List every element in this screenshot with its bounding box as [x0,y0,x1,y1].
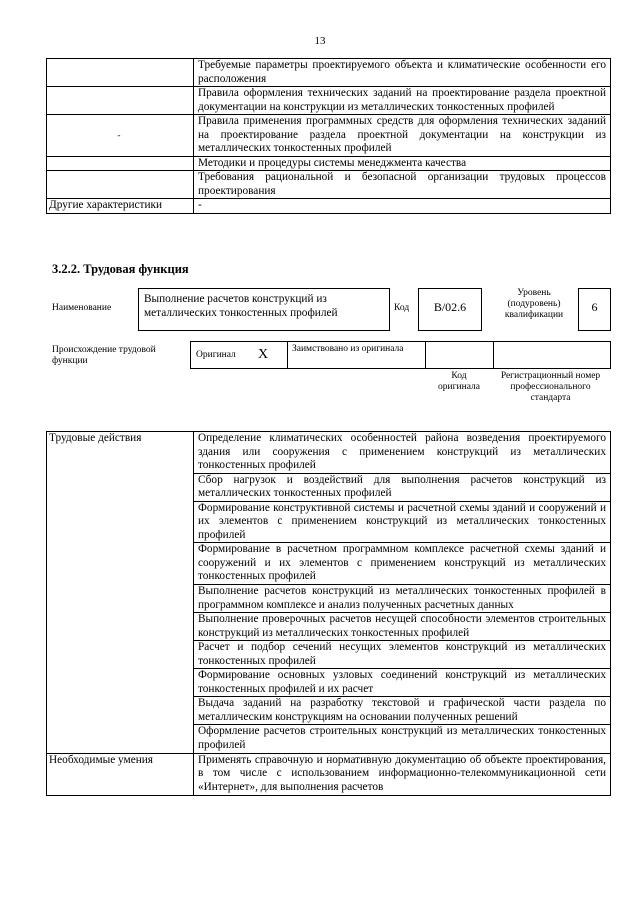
row-label [47,171,194,199]
row-value: Определение климатических особенностей района возведения проектируемого здания или сооружения с применением конструкций из металлических тонкостенных профилей [194,432,611,474]
borrowed-label: Заимствовано из оригинала [292,344,404,354]
knowledge-table [46,58,611,214]
row-value: Формирование в расчетном программном комплексе расчетной схемы зданий и сооружений и их элементов с применением конструкций из металлических тонкостенных профилей [194,543,611,585]
function-name-value: Выполнение расчетов конструкций из металлических тонкостенных профилей [144,293,338,320]
table-row [47,156,611,171]
origin-label: Происхождение трудовой функции [52,345,156,366]
level-box [578,288,611,331]
labor-actions-table [46,431,611,796]
row-value: Применять справочную и нормативную документацию об объекте проектирования, в том числе с использованием информационно-телекоммуникационной сети «Интернет», для выполнения расчетов [198,753,606,793]
table-row [47,115,611,157]
level-label: Уровень (подуровень) квалификации [504,288,564,320]
table-row [47,432,611,474]
origin-code-cell [425,342,493,368]
row-label [47,87,194,115]
reg-number-caption: Регистрационный номер профессионального стандарта [500,371,601,403]
code-value: В/02.6 [433,300,467,314]
row-value: Выдача заданий на разработку текстовой и графической части раздела по металлическим конструкциям на основании полученных решений [194,697,611,725]
row-value: Оформление расчетов строительных конструкций из металлических тонкостенных профилей [194,725,611,753]
row-value: Формирование конструктивной системы и расчетной схемы зданий и сооружений и их элементов с применением конструкций из металлических тонкостенных профилей [194,501,611,543]
origin-row [190,341,611,369]
row-value: Расчет и подбор сечений несущих элементов конструкций из металлических тонкостенных профилей [194,641,611,669]
row-value: Требуемые параметры проектируемого объекта и климатические особенности его расположения [194,59,611,87]
borrowed-cell [287,342,425,368]
table-row [47,753,611,795]
name-label: Наименование [52,303,112,313]
row-label [47,156,194,171]
row-value: Сбор нагрузок и воздействий для выполнения расчетов конструкций из металлических тонкостенных профилей [194,473,611,501]
table-row [47,59,611,87]
table-row [47,199,611,214]
row-value: Формирование основных узловых соединений конструкций из металлических тонкостенных профилей и их расчет [194,669,611,697]
function-name-box [138,288,390,331]
row-value-cell [194,753,611,795]
page-number: 13 [314,35,326,47]
original-label: Оригинал [196,350,236,360]
table-row [47,171,611,199]
row-value: Правила оформления технических заданий на проектирование раздела проектной документации на конструкции из металлических тонкостенных профилей [194,87,611,115]
row-value: Методики и процедуры системы менеджмента качества [194,156,611,171]
reg-number-cell [493,342,610,368]
row-value: Правила применения программных средств для оформления технических заданий на проектирование раздела проектной документации на конструкции из металлических тонкостенных профилей [194,115,611,157]
code-label: Код [394,303,410,313]
row-label: Необходимые умения [47,753,194,795]
row-value: Выполнение расчетов конструкций из металлических тонкостенных профилей в программном комплексе и анализ полученных расчетных данных [194,585,611,613]
row-label [47,59,194,87]
level-value: 6 [591,300,598,314]
row-label: - [47,115,194,157]
row-value: Выполнение проверочных расчетов несущей способности элементов строительных конструкций из металлических тонкостенных профилей [194,613,611,641]
row-label: Другие характеристики [47,199,194,214]
row-label: Трудовые действия [47,432,194,754]
table-row [47,87,611,115]
code-box [418,288,482,331]
section-heading: 3.2.2. Трудовая функция [52,262,189,276]
row-value: Требования рациональной и безопасной организации трудовых процессов проектирования [194,171,611,199]
row-value: - [194,199,611,214]
original-mark: X [258,347,269,362]
origin-code-caption: Код оригинала [438,371,480,392]
